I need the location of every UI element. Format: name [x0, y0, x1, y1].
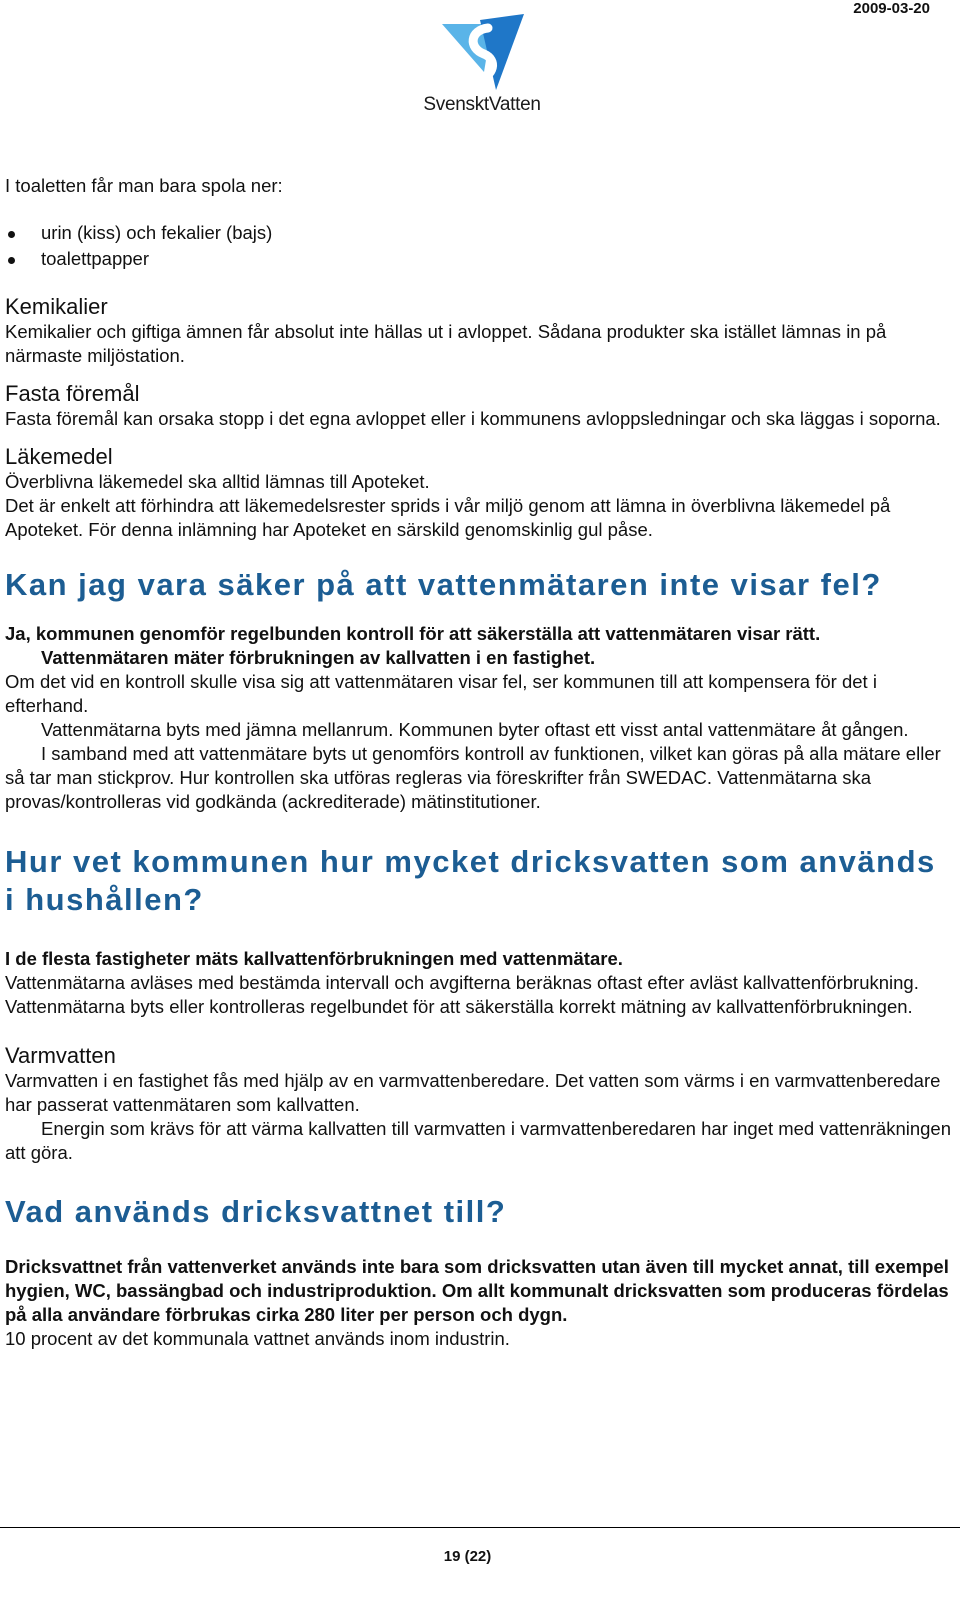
section1-text-2: Vattenmätarna byts med jämna mellanrum. Kommunen byter oftast ett visst antal vattenmätare åt gången. [41, 719, 909, 740]
logo-mark-icon [440, 14, 524, 92]
list-item: urin (kiss) och fekalier (bajs) [5, 220, 955, 246]
document-body [5, 174, 955, 1351]
document-date: 2009-03-20 [853, 0, 930, 17]
lakemedel-text-2: Det är enkelt att förhindra att läkemedelsrester sprids i vår miljö genom att lämna in överblivna läkemedel på Apoteket. För denna inlämning har Apoteket en särskild genomskinlig gul påse. [5, 495, 891, 540]
section-heading-dricksvatten-hushall: Hur vet kommunen hur mycket dricksvatten som används i hushållen? [5, 844, 936, 917]
lakemedel-text-1: Överblivna läkemedel ska alltid lämnas till Apoteket. [5, 471, 430, 492]
kemikalier-text: Kemikalier och giftiga ämnen får absolut inte hällas ut i avloppet. Sådana produkter ska istället lämnas in på närmaste miljöstation. [5, 321, 887, 366]
list-item: toalettpapper [5, 246, 955, 272]
section1-bold-2: Vattenmätaren mäter förbrukningen av kallvatten i en fastighet. [41, 647, 596, 668]
page-number: 19 (22) [443, 1548, 492, 1565]
section1-text-3: I samband med att vattenmätare byts ut genomförs kontroll av funktionen, vilket kan göras på alla mätare eller så tar man stickprov. Hur kontrollen ska utföras regleras via föreskrifter från SWEDAC. Vattenmätarna ska provas/kontrolleras vid godkända (ackrediterade) mätinstitutioner. [5, 743, 941, 812]
section2-bold: I de flesta fastigheter mäts kallvattenförbrukningen med vattenmätare. [5, 948, 623, 969]
fasta-foremal-text: Fasta föremål kan orsaka stopp i det egna avloppet eller i kommunens avloppsledningar och ska läggas i soporna. [5, 408, 941, 429]
svenskt-vatten-logo [412, 14, 552, 116]
section-heading-vattenmatare: Kan jag vara säker på att vattenmätaren inte visar fel? [5, 567, 882, 602]
section1-bold-1: Ja, kommunen genomför regelbunden kontroll för att säkerställa att vattenmätaren visar rätt. [5, 623, 821, 644]
varmvatten-text-1: Varmvatten i en fastighet fås med hjälp av en varmvattenberedare. Det vatten som värms i en varmvattenberedare har passerat vattenmätaren som kallvatten. [5, 1070, 941, 1115]
heading-kemikalier: Kemikalier [5, 294, 108, 319]
heading-lakemedel: Läkemedel [5, 444, 113, 469]
varmvatten-text-2: Energin som krävs för att värma kallvatten till varmvatten i varmvattenberedaren har inget med vattenräkningen att göra. [5, 1118, 952, 1163]
section3-text: 10 procent av det kommunala vattnet används inom industrin. [5, 1328, 510, 1349]
logo-text: SvensktVatten [423, 94, 541, 115]
section1-text-1: Om det vid en kontroll skulle visa sig att vattenmätaren visar fel, ser kommunen till att kompensera för det i efterhand. [5, 671, 877, 716]
section2-text-1: Vattenmätarna avläses med bestämda intervall och avgifterna beräknas oftast efter avläst kallvattenförbrukning. Vattenmätarna byts eller kontrolleras regelbundet för att säkerställa korrekt mätning av kallvattenförbrukningen. [5, 972, 919, 1017]
heading-fasta-foremal: Fasta föremål [5, 381, 140, 406]
section3-bold: Dricksvattnet från vattenverket används inte bara som dricksvatten utan även till mycket annat, till exempel hygien, WC, bassängbad och industriproduktion. Om allt kommunalt dricksvatten som produceras fördelas på alla användare förbrukas cirka 280 liter per person och dygn. [5, 1256, 949, 1325]
footer-divider [0, 1527, 960, 1528]
intro-text: I toaletten får man bara spola ner: [5, 175, 283, 196]
allowed-list [5, 220, 955, 272]
section-heading-anvandning: Vad används dricksvattnet till? [5, 1194, 507, 1229]
heading-varmvatten: Varmvatten [5, 1043, 116, 1068]
